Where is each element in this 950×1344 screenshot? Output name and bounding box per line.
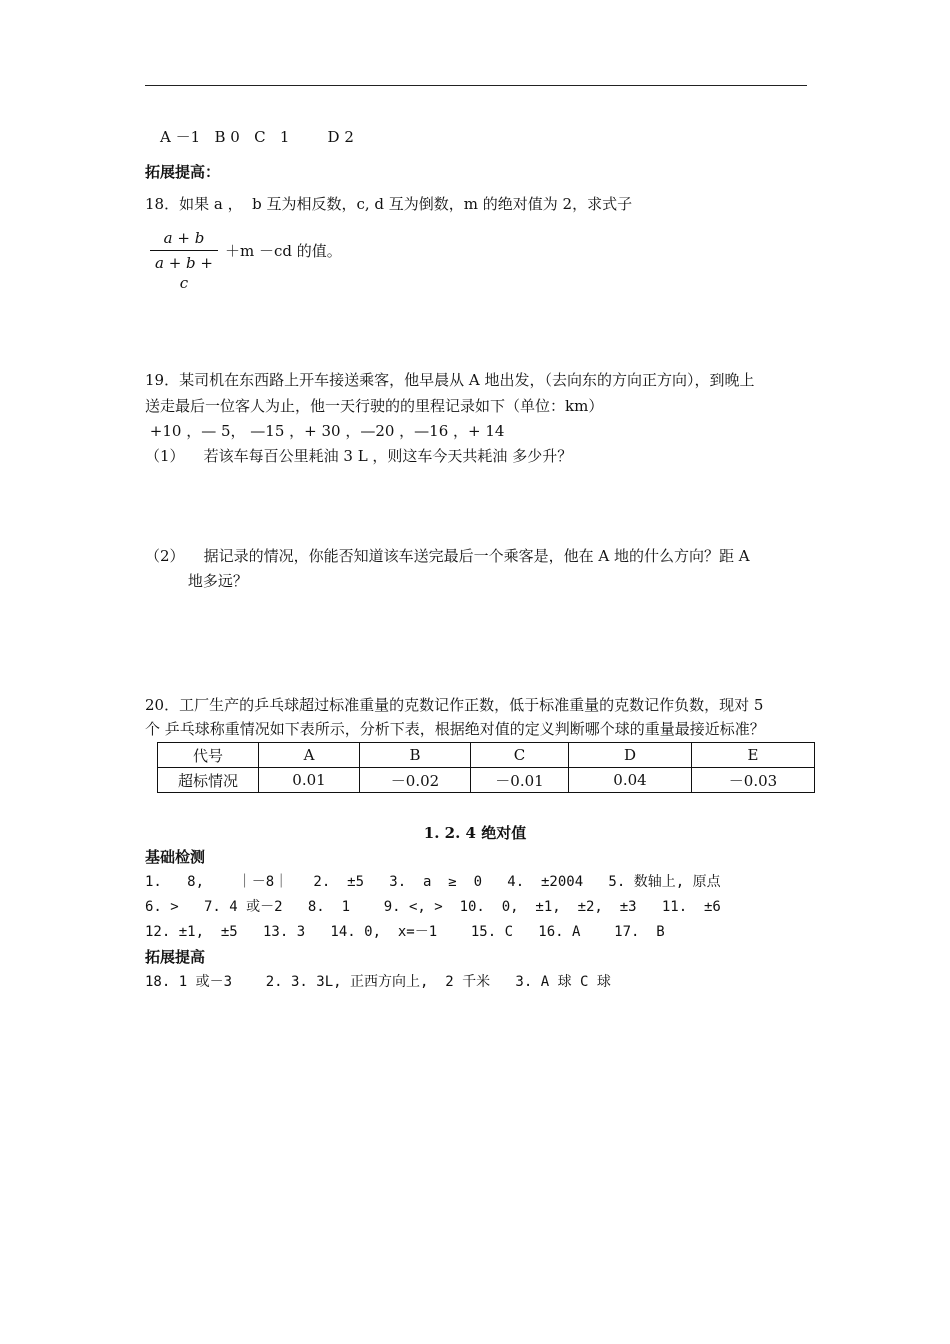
- q19-sub2-line2: 地多远？: [145, 572, 248, 590]
- header-rule: [145, 85, 807, 86]
- fraction-numerator: a + b: [163, 229, 205, 247]
- table-cell: 0.04: [569, 768, 692, 793]
- q18-tail: ＋m －cd 的值。: [225, 242, 342, 260]
- table-cell: －0.03: [692, 768, 815, 793]
- table-cell: B: [360, 743, 471, 768]
- answers-extension-heading: 拓展提高: [145, 948, 206, 966]
- q19-line2: 送走最后一位客人为止，他一天行驶的的里程记录如下（单位：km）: [145, 397, 604, 415]
- table-cell: 代号: [158, 743, 259, 768]
- answers-line1: 1. 8, ｜－8｜ 2. ±5 3. a ≥ 0 4. ±2004 5. 数轴上, 原点: [145, 874, 721, 890]
- q18-fraction: [150, 228, 218, 293]
- answers-title: 1. 2. 4 绝对值: [423, 824, 527, 842]
- table-cell: －0.02: [360, 768, 471, 793]
- q18-text: 18．如果 a ， b 互为相反数，c, d 互为倒数，m 的绝对值为 2，求式子: [145, 195, 633, 213]
- table-row: [158, 768, 815, 793]
- table-cell: －0.01: [471, 768, 569, 793]
- q20-line2: 个 乒乓球称重情况如下表所示，分析下表，根据绝对值的定义判断哪个球的重量最接近标准？: [145, 720, 765, 738]
- q17-options: A －1 B 0 C 1 D 2: [160, 128, 354, 146]
- q19-mileage: +10 ，— 5， —15 ，+ 30 ，—20 ，—16 ，+ 14: [145, 422, 505, 440]
- table-cell: A: [259, 743, 360, 768]
- table-cell: E: [692, 743, 815, 768]
- fraction-bar: [150, 250, 218, 251]
- q19-line1: 19．某司机在东西路上开车接送乘客，他早晨从 A 地出发，（去向东的方向正方向），到晚上: [145, 371, 755, 389]
- answers-line4: 18. 1 或－3 2. 3. 3L, 正西方向上, 2 千米 3. A 球 C 球: [145, 974, 611, 990]
- table-cell: D: [569, 743, 692, 768]
- table-header-row: [158, 743, 815, 768]
- table-cell: 0.01: [259, 768, 360, 793]
- table-cell: C: [471, 743, 569, 768]
- extension-heading: 拓展提高：: [145, 163, 221, 181]
- answers-line3: 12. ±1, ±5 13. 3 14. 0, x=－1 15. C 16. A 17. B: [145, 924, 665, 940]
- table-cell: 超标情况: [158, 768, 259, 793]
- pingpong-table: [157, 742, 815, 793]
- q19-sub2-line1: （2） 据记录的情况，你能否知道该车送完最后一个乘客是，他在 A 地的什么方向？距 A: [145, 547, 750, 565]
- basic-heading: 基础检测: [145, 848, 206, 866]
- q20-line1: 20．工厂生产的乒乓球超过标准重量的克数记作正数，低于标准重量的克数记作负数，现对 5: [145, 696, 764, 714]
- q19-sub1: （1） 若该车每百公里耗油 3 L ，则这车今天共耗油 多少升？: [145, 447, 573, 465]
- answers-line2: 6. > 7. 4 或－2 8. 1 9. <, > 10. 0, ±1, ±2, ±3 11. ±6: [145, 899, 721, 915]
- fraction-denominator: a + b + c: [155, 254, 213, 292]
